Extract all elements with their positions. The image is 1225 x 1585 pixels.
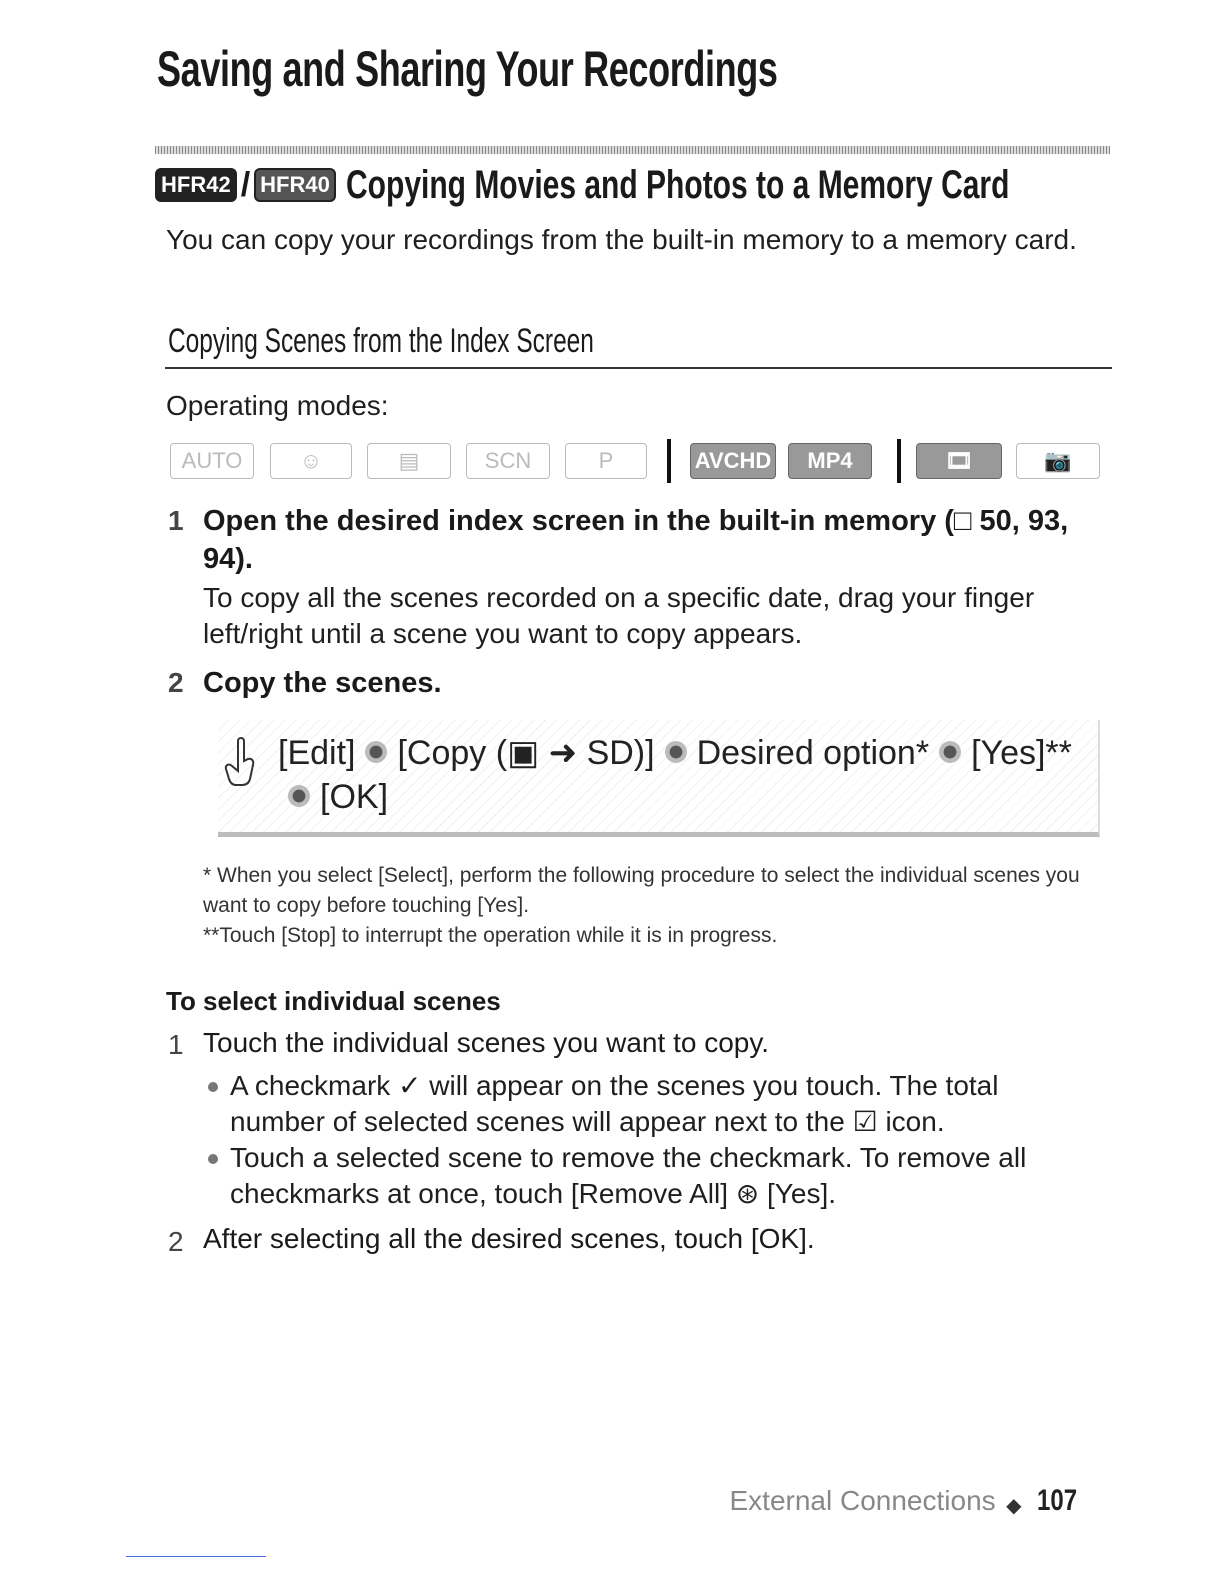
step-number: 2 xyxy=(168,667,184,698)
mode-baby-icon: ☺ xyxy=(270,443,352,479)
bullet-item xyxy=(208,1068,1088,1148)
op-desired-option: Desired option* xyxy=(696,734,930,772)
subsection-rule xyxy=(165,367,1112,369)
footnote: **Touch [Stop] to interrupt the operation while it is in progress. xyxy=(203,924,778,947)
page-number: 107 xyxy=(1036,1484,1077,1517)
next-arrow-icon xyxy=(288,785,310,807)
bullet-item xyxy=(208,1140,1088,1220)
bullet-text: A checkmark ✓ will appear on the scenes you touch. The total number of selected scenes will appear next to the ☑ icon. xyxy=(230,1070,999,1137)
step-title: Copy the scenes. xyxy=(203,667,442,699)
page-footer xyxy=(729,1484,1082,1518)
footnote: * When you select [Select], perform the following procedure to select the individual scenes you want to copy before touching [Yes]. xyxy=(203,864,1080,917)
section-title: Copying Movies and Photos to a Memory Card xyxy=(345,162,1010,207)
model-badge-hfr42: HFR42 xyxy=(155,168,237,202)
footer-label: External Connections xyxy=(729,1485,996,1516)
op-edit: [Edit] xyxy=(278,734,356,772)
section-heading xyxy=(155,160,1225,210)
step-text: After selecting all the desired scenes, touch [OK]. xyxy=(203,1223,815,1254)
footer-separator-icon: ◆ xyxy=(1006,1495,1022,1518)
step-number: 1 xyxy=(168,1029,184,1060)
bottom-rule xyxy=(126,1556,266,1557)
operating-modes-label: Operating modes: xyxy=(166,390,389,421)
bullet-icon xyxy=(208,1082,218,1092)
op-ok: [OK] xyxy=(320,778,389,816)
next-arrow-icon xyxy=(939,741,961,763)
page-title: Saving and Sharing Your Recordings xyxy=(157,41,778,97)
step-text: Touch the individual scenes you want to copy. xyxy=(203,1027,770,1058)
mode-avchd-icon: AVCHD xyxy=(690,443,776,479)
operating-modes-row xyxy=(170,443,1100,481)
operation-line xyxy=(278,778,388,817)
section-divider xyxy=(155,146,1110,154)
mode-auto-icon: AUTO xyxy=(170,443,254,479)
bullet-text: Touch a selected scene to remove the checkmark. To remove all checkmarks at once, touch [Remove All] ⊛ [Yes]. xyxy=(230,1142,1027,1209)
bullet-icon xyxy=(208,1154,218,1164)
mode-separator xyxy=(667,439,671,483)
intro-paragraph: You can copy your recordings from the built-in memory to a memory card. xyxy=(166,224,1077,255)
operation-line xyxy=(278,733,1072,773)
op-yes: [Yes]** xyxy=(971,734,1072,772)
step-number: 1 xyxy=(168,505,184,536)
mode-cinema-icon: ▤ xyxy=(367,443,451,479)
mode-mp4-icon: MP4 xyxy=(788,443,872,479)
next-arrow-icon xyxy=(665,741,687,763)
next-arrow-icon xyxy=(365,741,387,763)
mode-p-icon: P xyxy=(565,443,647,479)
touch-icon xyxy=(222,735,262,795)
step-title: Open the desired index screen in the built-in memory (□ 50, 93, 94). xyxy=(203,505,1069,575)
mode-movie-icon: 🎞 xyxy=(916,443,1002,479)
model-badge-hfr40: HFR40 xyxy=(254,168,336,202)
step-number: 2 xyxy=(168,1226,184,1257)
step-description: To copy all the scenes recorded on a specific date, drag your finger left/right until a scene you want to copy appears. xyxy=(203,582,1035,649)
procedure-heading: To select individual scenes xyxy=(166,986,501,1016)
mode-scn-icon: SCN xyxy=(466,443,550,479)
op-copy: [Copy (▣ ➜ SD)] xyxy=(397,734,655,772)
mode-photo-icon: 📷 xyxy=(1016,443,1100,479)
mode-separator xyxy=(897,439,901,483)
subsection-heading: Copying Scenes from the Index Screen xyxy=(168,322,594,360)
badge-separator: / xyxy=(240,165,251,204)
